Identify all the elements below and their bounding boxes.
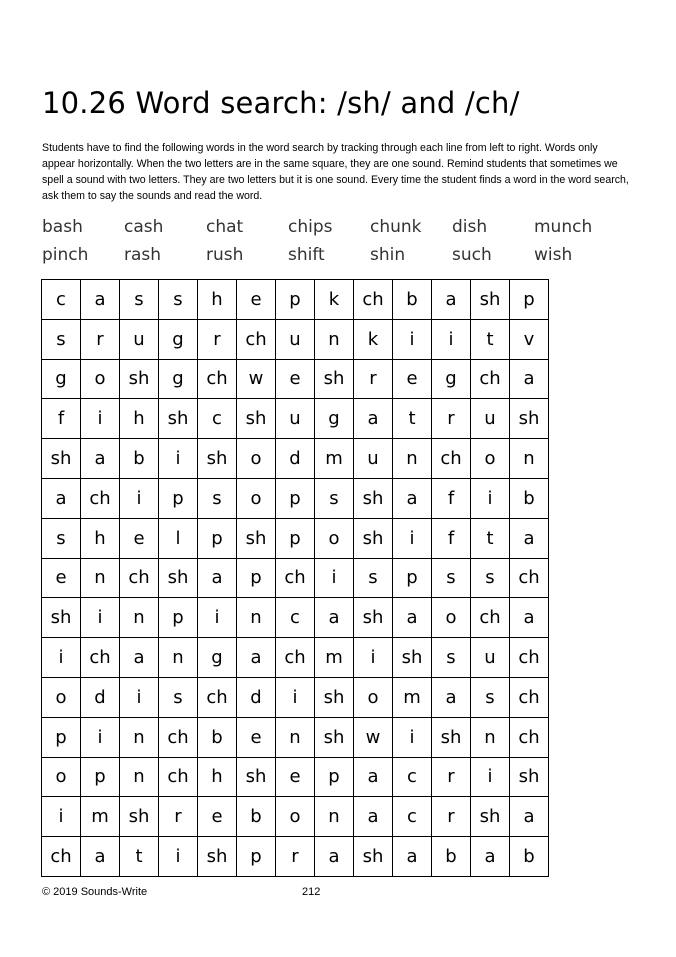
- grid-cell[interactable]: sh: [237, 518, 276, 558]
- grid-cell[interactable]: b: [393, 280, 432, 320]
- grid-cell[interactable]: p: [159, 598, 198, 638]
- grid-cell[interactable]: o: [471, 439, 510, 479]
- grid-cell[interactable]: sh: [315, 359, 354, 399]
- grid-row: [42, 797, 549, 837]
- grid-cell[interactable]: f: [432, 478, 471, 518]
- grid-cell[interactable]: sh: [432, 717, 471, 757]
- grid-cell[interactable]: sh: [198, 837, 237, 877]
- grid-cell[interactable]: p: [276, 518, 315, 558]
- grid-cell[interactable]: s: [471, 558, 510, 598]
- grid-cell[interactable]: a: [81, 837, 120, 877]
- word-list-item: wish: [534, 245, 573, 265]
- word-list-item: cash: [124, 217, 164, 237]
- grid-cell[interactable]: d: [276, 439, 315, 479]
- grid-row: [42, 518, 549, 558]
- word-list-item: dish: [452, 217, 488, 237]
- grid-cell[interactable]: r: [81, 319, 120, 359]
- grid-row: [42, 439, 549, 479]
- grid-cell[interactable]: b: [510, 837, 549, 877]
- grid-cell[interactable]: b: [432, 837, 471, 877]
- grid-cell[interactable]: sh: [354, 518, 393, 558]
- grid-cell[interactable]: r: [198, 319, 237, 359]
- grid-cell[interactable]: ch: [198, 677, 237, 717]
- grid-cell[interactable]: i: [198, 598, 237, 638]
- grid-cell[interactable]: ch: [276, 638, 315, 678]
- instructions-text: Students have to find the following words in the word search by tracking through each line from left to right. Words only appear horizontally. When the two letters are in the same square, they are one sound. Remind students that sometimes we spell a sound with two letters. They are two letters but it is one sound. Every time the student finds a word in the word search, ask them to say the sounds and read the word.: [42, 142, 629, 202]
- grid-cell[interactable]: i: [315, 558, 354, 598]
- grid-cell[interactable]: g: [159, 359, 198, 399]
- grid-cell[interactable]: r: [432, 399, 471, 439]
- grid-cell[interactable]: ch: [159, 757, 198, 797]
- grid-cell[interactable]: ch: [198, 359, 237, 399]
- grid-cell[interactable]: sh: [315, 717, 354, 757]
- grid-cell[interactable]: h: [81, 518, 120, 558]
- grid-cell[interactable]: a: [393, 478, 432, 518]
- grid-cell[interactable]: f: [42, 399, 81, 439]
- grid-cell[interactable]: n: [393, 439, 432, 479]
- grid-cell[interactable]: sh: [510, 399, 549, 439]
- grid-cell[interactable]: p: [315, 757, 354, 797]
- word-list-item: bash: [42, 217, 83, 237]
- word-list-item: rash: [124, 245, 162, 265]
- grid-cell[interactable]: i: [42, 797, 81, 837]
- grid-row: [42, 478, 549, 518]
- grid-cell[interactable]: u: [120, 319, 159, 359]
- grid-cell[interactable]: t: [471, 319, 510, 359]
- grid-cell[interactable]: s: [120, 280, 159, 320]
- grid-cell[interactable]: s: [432, 638, 471, 678]
- grid-cell[interactable]: i: [120, 478, 159, 518]
- grid-cell[interactable]: m: [393, 677, 432, 717]
- grid-cell[interactable]: r: [159, 797, 198, 837]
- page-number: 212: [302, 886, 321, 898]
- grid-cell[interactable]: d: [81, 677, 120, 717]
- grid-row: [42, 359, 549, 399]
- grid-cell[interactable]: a: [81, 439, 120, 479]
- grid-cell[interactable]: i: [354, 638, 393, 678]
- grid-cell[interactable]: b: [120, 439, 159, 479]
- word-list-item: munch: [534, 217, 593, 237]
- grid-cell[interactable]: u: [276, 399, 315, 439]
- grid-cell[interactable]: i: [81, 399, 120, 439]
- grid-cell[interactable]: sh: [159, 399, 198, 439]
- grid-cell[interactable]: n: [471, 717, 510, 757]
- grid-cell[interactable]: g: [432, 359, 471, 399]
- word-list-item: rush: [206, 245, 244, 265]
- grid-cell[interactable]: a: [198, 558, 237, 598]
- grid-cell[interactable]: sh: [42, 439, 81, 479]
- grid-cell[interactable]: u: [276, 319, 315, 359]
- grid-cell[interactable]: r: [432, 797, 471, 837]
- grid-row: [42, 638, 549, 678]
- grid-cell[interactable]: p: [276, 478, 315, 518]
- grid-cell[interactable]: f: [432, 518, 471, 558]
- grid-cell[interactable]: i: [81, 598, 120, 638]
- grid-cell[interactable]: s: [159, 280, 198, 320]
- grid-row: [42, 598, 549, 638]
- grid-cell[interactable]: sh: [237, 757, 276, 797]
- grid-cell[interactable]: sh: [42, 598, 81, 638]
- grid-cell[interactable]: c: [42, 280, 81, 320]
- grid-cell[interactable]: u: [354, 439, 393, 479]
- grid-cell[interactable]: g: [42, 359, 81, 399]
- grid-cell[interactable]: u: [471, 399, 510, 439]
- grid-cell[interactable]: ch: [510, 717, 549, 757]
- grid-cell[interactable]: m: [81, 797, 120, 837]
- grid-cell[interactable]: n: [120, 717, 159, 757]
- grid-cell[interactable]: h: [198, 280, 237, 320]
- grid-cell[interactable]: e: [237, 717, 276, 757]
- grid-cell[interactable]: h: [120, 399, 159, 439]
- grid-cell[interactable]: s: [315, 478, 354, 518]
- grid-cell[interactable]: m: [315, 638, 354, 678]
- grid-cell[interactable]: v: [510, 319, 549, 359]
- grid-cell[interactable]: i: [393, 717, 432, 757]
- grid-cell[interactable]: sh: [120, 359, 159, 399]
- grid-cell[interactable]: a: [354, 757, 393, 797]
- grid-cell[interactable]: n: [120, 757, 159, 797]
- grid-cell[interactable]: a: [510, 518, 549, 558]
- grid-cell[interactable]: a: [393, 837, 432, 877]
- grid-cell[interactable]: ch: [510, 638, 549, 678]
- grid-row: [42, 757, 549, 797]
- grid-cell[interactable]: a: [510, 359, 549, 399]
- grid-cell[interactable]: c: [393, 757, 432, 797]
- grid-cell[interactable]: w: [354, 717, 393, 757]
- grid-cell[interactable]: i: [42, 638, 81, 678]
- grid-cell[interactable]: a: [354, 399, 393, 439]
- grid-cell[interactable]: ch: [510, 677, 549, 717]
- grid-cell[interactable]: sh: [471, 280, 510, 320]
- grid-cell[interactable]: g: [315, 399, 354, 439]
- grid-cell[interactable]: e: [276, 359, 315, 399]
- grid-cell[interactable]: n: [510, 439, 549, 479]
- grid-cell[interactable]: a: [393, 598, 432, 638]
- grid-cell[interactable]: a: [471, 837, 510, 877]
- grid-cell[interactable]: t: [471, 518, 510, 558]
- word-list: [42, 216, 632, 266]
- grid-cell[interactable]: s: [42, 319, 81, 359]
- word-search-grid: [41, 279, 549, 877]
- grid-cell[interactable]: a: [120, 638, 159, 678]
- grid-cell[interactable]: sh: [198, 439, 237, 479]
- grid-cell[interactable]: i: [432, 319, 471, 359]
- grid-cell[interactable]: o: [81, 359, 120, 399]
- grid-cell[interactable]: a: [510, 598, 549, 638]
- grid-cell[interactable]: a: [237, 638, 276, 678]
- grid-row: [42, 558, 549, 598]
- grid-cell[interactable]: o: [276, 797, 315, 837]
- grid-row: [42, 280, 549, 320]
- grid-cell[interactable]: ch: [42, 837, 81, 877]
- grid-cell[interactable]: s: [471, 677, 510, 717]
- grid-cell[interactable]: k: [354, 319, 393, 359]
- grid-cell[interactable]: s: [432, 558, 471, 598]
- word-list-item: pinch: [42, 245, 89, 265]
- grid-cell[interactable]: b: [237, 797, 276, 837]
- grid-cell[interactable]: ch: [471, 598, 510, 638]
- grid-cell[interactable]: ch: [276, 558, 315, 598]
- grid-cell[interactable]: o: [237, 478, 276, 518]
- grid-cell[interactable]: sh: [354, 478, 393, 518]
- grid-cell[interactable]: r: [276, 837, 315, 877]
- grid-cell[interactable]: r: [354, 359, 393, 399]
- grid-cell[interactable]: sh: [237, 399, 276, 439]
- grid-cell[interactable]: c: [276, 598, 315, 638]
- grid-cell[interactable]: u: [471, 638, 510, 678]
- grid-cell[interactable]: i: [471, 757, 510, 797]
- grid-cell[interactable]: sh: [354, 598, 393, 638]
- grid-cell[interactable]: a: [354, 797, 393, 837]
- grid-cell[interactable]: e: [393, 359, 432, 399]
- grid-cell[interactable]: e: [276, 757, 315, 797]
- grid-cell[interactable]: n: [276, 717, 315, 757]
- grid-cell[interactable]: s: [354, 558, 393, 598]
- grid-cell[interactable]: r: [432, 757, 471, 797]
- grid-cell[interactable]: p: [198, 518, 237, 558]
- grid-cell[interactable]: o: [42, 677, 81, 717]
- grid-cell[interactable]: ch: [237, 319, 276, 359]
- grid-cell[interactable]: p: [276, 280, 315, 320]
- grid-cell[interactable]: n: [315, 319, 354, 359]
- grid-cell[interactable]: p: [393, 558, 432, 598]
- grid-cell[interactable]: a: [432, 677, 471, 717]
- grid-cell[interactable]: sh: [393, 638, 432, 678]
- word-list-item: chat: [206, 217, 244, 237]
- grid-cell[interactable]: g: [159, 319, 198, 359]
- grid-row: [42, 717, 549, 757]
- grid-cell[interactable]: ch: [510, 558, 549, 598]
- grid-cell[interactable]: s: [198, 478, 237, 518]
- grid-cell[interactable]: o: [42, 757, 81, 797]
- word-list-item: such: [452, 245, 492, 265]
- grid-cell[interactable]: t: [393, 399, 432, 439]
- grid-cell[interactable]: o: [315, 518, 354, 558]
- grid-cell[interactable]: e: [42, 558, 81, 598]
- grid-cell[interactable]: n: [159, 638, 198, 678]
- grid-cell[interactable]: a: [315, 598, 354, 638]
- grid-cell[interactable]: n: [81, 558, 120, 598]
- grid-cell[interactable]: h: [198, 757, 237, 797]
- grid-cell[interactable]: a: [315, 837, 354, 877]
- grid-cell[interactable]: c: [198, 399, 237, 439]
- grid-cell[interactable]: i: [81, 717, 120, 757]
- grid-cell[interactable]: i: [159, 439, 198, 479]
- grid-cell[interactable]: sh: [315, 677, 354, 717]
- grid-cell[interactable]: ch: [432, 439, 471, 479]
- grid-cell[interactable]: p: [510, 280, 549, 320]
- page-title: 10.26 Word search: /sh/ and /ch/: [42, 86, 520, 120]
- grid-cell[interactable]: a: [42, 478, 81, 518]
- grid-cell[interactable]: i: [471, 478, 510, 518]
- grid-cell[interactable]: a: [81, 280, 120, 320]
- grid-cell[interactable]: o: [237, 439, 276, 479]
- word-list-item: chips: [288, 217, 333, 237]
- grid-cell[interactable]: sh: [510, 757, 549, 797]
- grid-cell[interactable]: n: [315, 797, 354, 837]
- grid-cell[interactable]: i: [159, 837, 198, 877]
- grid-cell[interactable]: ch: [471, 359, 510, 399]
- grid-cell[interactable]: k: [315, 280, 354, 320]
- grid-cell[interactable]: t: [120, 837, 159, 877]
- grid-cell[interactable]: o: [354, 677, 393, 717]
- grid-cell[interactable]: sh: [471, 797, 510, 837]
- grid-cell[interactable]: ch: [81, 478, 120, 518]
- grid-cell[interactable]: p: [81, 757, 120, 797]
- grid-row: [42, 837, 549, 877]
- grid-cell[interactable]: p: [42, 717, 81, 757]
- grid-cell[interactable]: sh: [354, 837, 393, 877]
- grid-cell[interactable]: e: [198, 797, 237, 837]
- grid-cell[interactable]: ch: [159, 717, 198, 757]
- grid-cell[interactable]: p: [237, 558, 276, 598]
- word-list-item: chunk: [370, 217, 422, 237]
- grid-cell[interactable]: d: [237, 677, 276, 717]
- grid-cell[interactable]: c: [393, 797, 432, 837]
- grid-cell[interactable]: l: [159, 518, 198, 558]
- word-list-item: shift: [288, 245, 325, 265]
- grid-cell[interactable]: i: [120, 677, 159, 717]
- grid-cell[interactable]: i: [393, 319, 432, 359]
- grid-row: [42, 319, 549, 359]
- grid-cell[interactable]: o: [432, 598, 471, 638]
- grid-cell[interactable]: b: [198, 717, 237, 757]
- copyright-footer: © 2019 Sounds-Write: [42, 886, 148, 898]
- grid-cell[interactable]: p: [237, 837, 276, 877]
- grid-cell[interactable]: ch: [81, 638, 120, 678]
- grid-cell[interactable]: sh: [120, 797, 159, 837]
- grid-cell[interactable]: m: [315, 439, 354, 479]
- grid-cell[interactable]: a: [510, 797, 549, 837]
- grid-cell[interactable]: n: [120, 598, 159, 638]
- grid-cell[interactable]: b: [510, 478, 549, 518]
- grid-row: [42, 677, 549, 717]
- grid-cell[interactable]: e: [237, 280, 276, 320]
- grid-cell[interactable]: n: [237, 598, 276, 638]
- word-list-item: shin: [370, 245, 406, 265]
- grid-cell[interactable]: ch: [354, 280, 393, 320]
- grid-cell[interactable]: i: [393, 518, 432, 558]
- grid-cell[interactable]: sh: [159, 558, 198, 598]
- grid-row: [42, 399, 549, 439]
- grid-cell[interactable]: a: [432, 280, 471, 320]
- grid-cell[interactable]: e: [120, 518, 159, 558]
- grid-cell[interactable]: s: [42, 518, 81, 558]
- grid-cell[interactable]: i: [276, 677, 315, 717]
- grid-cell[interactable]: w: [237, 359, 276, 399]
- grid-cell[interactable]: ch: [120, 558, 159, 598]
- grid-cell[interactable]: p: [159, 478, 198, 518]
- grid-cell[interactable]: g: [198, 638, 237, 678]
- grid-cell[interactable]: s: [159, 677, 198, 717]
